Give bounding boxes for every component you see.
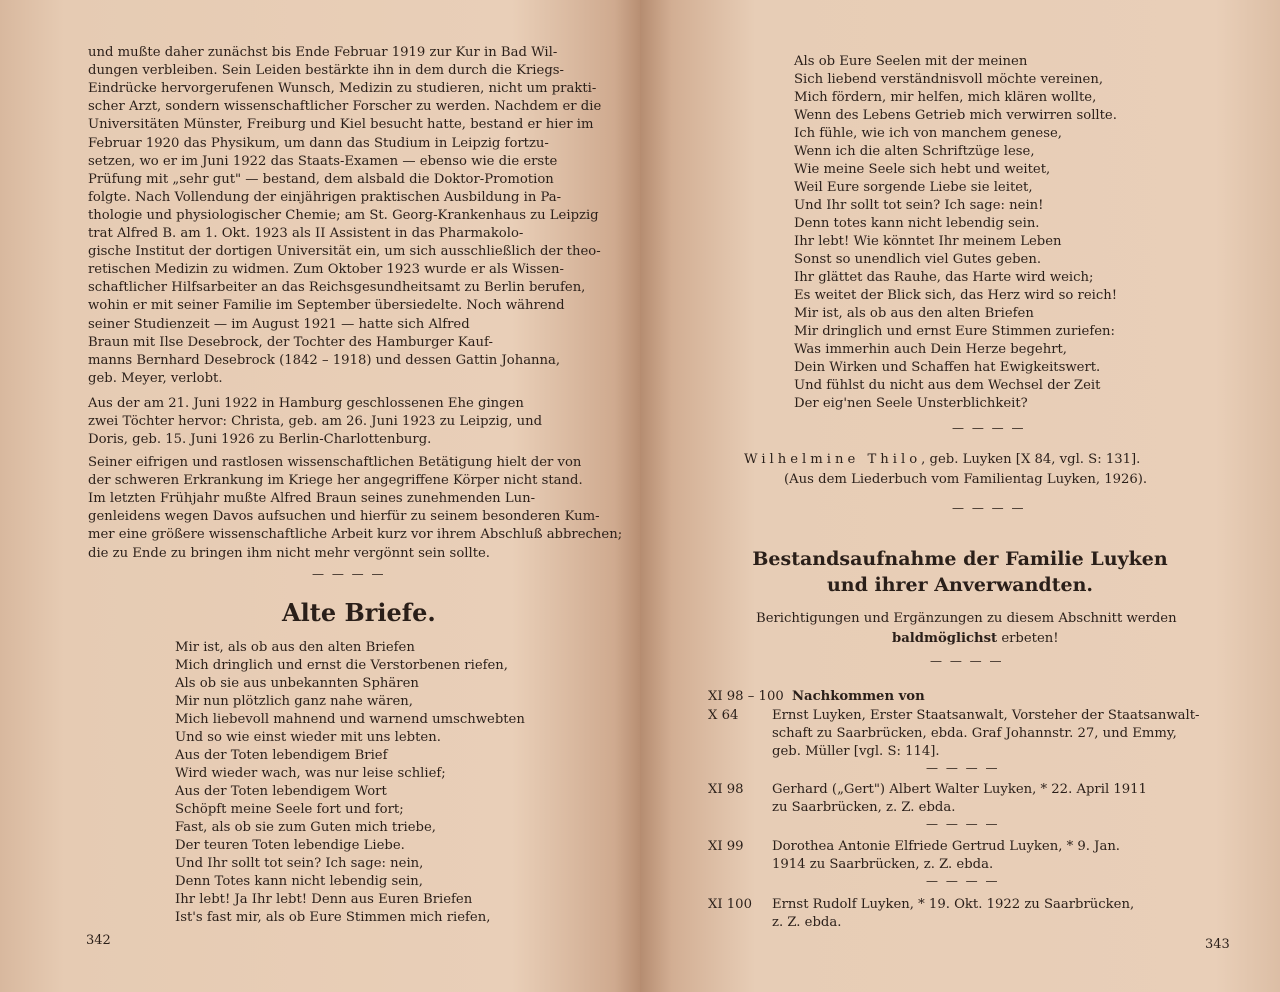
separator: — — — — (926, 817, 1000, 831)
verse-line: Sonst so unendlich viel Gutes geben. (794, 252, 1042, 267)
verse-line: Der teuren Toten lebendige Liebe. (175, 838, 405, 853)
note-rest: erbeten! (997, 631, 1059, 646)
verse-line: Und Ihr sollt tot sein? Ich sage: nein, (175, 856, 424, 871)
entry-text: zu Saarbrücken, z. Z. ebda. (772, 800, 956, 815)
verse-line: Mir nun plötzlich ganz nahe wären, (175, 694, 413, 709)
verse-line: Denn Totes kann nicht lebendig sein, (175, 874, 423, 889)
text-line: und mußte daher zunächst bis Ende Februar 1919 zur Kur in Bad Wil- (88, 45, 558, 60)
separator: — — — — (312, 567, 386, 581)
verse-line: Was immerhin auch Dein Herze begehrt, (794, 342, 1068, 357)
verse-line: Mir ist, als ob aus den alten Briefen (175, 640, 415, 655)
entry-text: schaft zu Saarbrücken, ebda. Graf Johannstr. 27, und Emmy, (772, 726, 1177, 741)
verse-line: Und Ihr sollt tot sein? Ich sage: nein! (794, 198, 1044, 213)
verse-line: Aus der Toten lebendigem Wort (175, 784, 387, 799)
separator: — — — — (926, 761, 1000, 775)
section-title: Bestandsaufnahme der Familie Luyken (752, 548, 1168, 570)
entry-text: Ernst Luyken, Erster Staatsanwalt, Vorsteher der Staatsanwalt- (772, 708, 1200, 723)
note-emphasis: baldmöglichst (892, 631, 998, 646)
separator: — — — — (926, 874, 1000, 888)
text-line: trat Alfred B. am 1. Okt. 1923 als II Assistent in das Pharmakolo- (88, 226, 524, 241)
text-line: retischen Medizin zu widmen. Zum Oktober 1923 wurde er als Wissen- (88, 262, 564, 278)
text-line: zwei Töchter hervor: Christa, geb. am 26. Juni 1923 zu Leipzig, und (88, 414, 543, 430)
entry-text: 1914 zu Saarbrücken, z. Z. ebda. (772, 857, 994, 872)
text-line: Braun mit Ilse Desebrock, der Tochter des Hamburger Kauf- (88, 334, 493, 350)
verse-line: Ihr lebt! Wie könntet Ihr meinem Leben (794, 234, 1062, 249)
text-line: seiner Studienzeit — im August 1921 — hatte sich Alfred (88, 316, 470, 332)
verse-line: Dein Wirken und Schaffen hat Ewigkeitswert. (794, 360, 1101, 375)
verse-line: Und so wie einst wieder mit uns lebten. (175, 730, 441, 745)
verse-line: Wenn des Lebens Getrieb mich verwirren sollte. (794, 108, 1117, 123)
entry-text: Nachkommen von (792, 689, 925, 704)
text-line: wohin er mit seiner Familie im September übersiedelte. Noch während (88, 298, 565, 314)
verse-line: Mich fördern, mir helfen, mich klären wollte, (794, 90, 1097, 105)
text-line: manns Bernhard Desebrock (1842 – 1918) und dessen Gattin Johanna, (88, 352, 561, 368)
right-page (640, 0, 1280, 992)
verse-line: Fast, als ob sie zum Guten mich triebe, (175, 820, 436, 835)
verse-line: Als ob Eure Seelen mit der meinen (794, 54, 1028, 69)
separator: — — — — (930, 654, 1004, 668)
section-title-2: und ihrer Anverwandten. (826, 574, 1094, 596)
text-line: scher Arzt, sondern wissenschaftlicher Forscher zu werden. Nachdem er die (88, 99, 602, 115)
verse-line: Wie meine Seele sich hebt und weitet, (794, 162, 1051, 177)
text-line: folgte. Nach Vollendung der einjährigen praktischen Ausbildung in Pa- (88, 189, 562, 205)
page-number: 343 (1205, 937, 1230, 952)
entry-code: X 64 (708, 708, 739, 723)
verse-line: Ich fühle, wie ich von manchem genese, (794, 126, 1062, 141)
text-line: die zu Ende zu bringen ihm nicht mehr vergönnt sein sollte. (88, 545, 490, 561)
entry-code: XI 99 (708, 839, 744, 854)
text-line: Februar 1920 das Physikum, um dann das Studium in Leipzig fortzu- (88, 135, 549, 151)
text-line: Eindrücke hervorgerufenen Wunsch, Medizin zu studieren, nicht um prakti- (88, 81, 597, 97)
page-number: 342 (86, 933, 111, 948)
text-line: Seiner eifrigen und rastlosen wissenschaftlichen Betätigung hielt der von (88, 455, 582, 470)
entry-text: Ernst Rudolf Luyken, * 19. Okt. 1922 zu Saarbrücken, (772, 897, 1135, 912)
verse-line: Denn totes kann nicht lebendig sein. (794, 216, 1040, 231)
separator: — — — — (952, 421, 1026, 435)
text-line: der schweren Erkrankung im Kriege her angegriffene Körper nicht stand. (88, 473, 583, 489)
section-note-2 (892, 630, 1059, 648)
attribution-source: (Aus dem Liederbuch vom Familientag Luyken, 1926). (784, 472, 1148, 487)
text-line: Im letzten Frühjahr mußte Alfred Braun seines zunehmenden Lun- (88, 491, 536, 507)
text-line: Prüfung mit „sehr gut" — bestand, dem alsbald die Doktor-Promotion (88, 171, 554, 187)
verse-line: Als ob sie aus unbekannten Sphären (175, 676, 419, 691)
text-line: Universitäten Münster, Freiburg und Kiel besucht hatte, bestand er hier im (88, 117, 594, 133)
verse-line: Es weitet der Blick sich, das Herz wird so reich! (794, 288, 1118, 303)
verse-line: Mich dringlich und ernst die Verstorbenen riefen, (175, 658, 508, 673)
entry-code: XI 100 (708, 897, 752, 912)
text-line: thologie und physiologischer Chemie; am St. Georg-Krankenhaus zu Leipzig (88, 207, 599, 223)
author-name: Wilhelmine Thilo (744, 452, 922, 467)
attribution-line (744, 451, 1140, 469)
verse-line: Weil Eure sorgende Liebe sie leitet, (794, 180, 1033, 195)
entry-text: Dorothea Antonie Elfriede Gertrud Luyken, * 9. Jan. (772, 839, 1121, 854)
entry-text: z. Z. ebda. (772, 915, 842, 930)
verse-line: Aus der Toten lebendigem Brief (175, 748, 388, 763)
text-line: schaftlicher Hilfsarbeiter an das Reichsgesundheitsamt zu Berlin berufen, (88, 280, 586, 296)
separator: — — — — (952, 501, 1026, 515)
entry-code: XI 98 (708, 782, 744, 797)
verse-line: Wenn ich die alten Schriftzüge lese, (794, 144, 1035, 159)
entry-text: geb. Müller [vgl. S: 114]. (772, 744, 940, 759)
poem-title: Alte Briefe. (282, 598, 436, 627)
author-details: , geb. Luyken [X 84, vgl. S: 131]. (921, 452, 1141, 467)
verse-line: Mich liebevoll mahnend und warnend umschwebten (175, 712, 525, 727)
verse-line: Und fühlst du nicht aus dem Wechsel der Zeit (794, 378, 1101, 393)
text-line: genleidens wegen Davos aufsuchen und hierfür zu seinem besonderen Kum- (88, 509, 600, 525)
text-line: setzen, wo er im Juni 1922 das Staats-Examen — ebenso wie die erste (88, 153, 558, 169)
verse-line: Wird wieder wach, was nur leise schlief; (175, 766, 446, 781)
verse-line: Sich liebend verständnisvoll möchte vereinen, (794, 72, 1104, 87)
verse-line: Ihr glättet das Rauhe, das Harte wird weich; (794, 270, 1094, 285)
text-line: dungen verbleiben. Sein Leiden bestärkte ihn in dem durch die Kriegs- (88, 63, 564, 79)
text-line: mer eine größere wissenschaftliche Arbeit kurz vor ihrem Abschluß abbrechen; (88, 527, 623, 543)
text-line: Doris, geb. 15. Juni 1926 zu Berlin-Charlottenburg. (88, 432, 432, 448)
section-note: Berichtigungen und Ergänzungen zu diesem Abschnitt werden (756, 611, 1177, 626)
verse-line: Mir ist, als ob aus den alten Briefen (794, 306, 1034, 321)
verse-line: Ist's fast mir, als ob Eure Stimmen mich riefen, (175, 910, 491, 925)
text-line: geb. Meyer, verlobt. (88, 370, 223, 386)
verse-line: Mir dringlich und ernst Eure Stimmen zuriefen: (794, 324, 1115, 339)
verse-line: Der eig'nen Seele Unsterblichkeit? (794, 396, 1028, 411)
entry-text: Gerhard („Gert") Albert Walter Luyken, * 22. April 1911 (772, 782, 1147, 797)
verse-line: Schöpft meine Seele fort und fort; (175, 802, 404, 817)
entry-code: XI 98 – 100 (708, 689, 784, 704)
text-line: gische Institut der dortigen Universität ein, um sich ausschließlich der theo- (88, 244, 601, 260)
verse-line: Ihr lebt! Ja Ihr lebt! Denn aus Euren Briefen (175, 892, 473, 907)
text-line: Aus der am 21. Juni 1922 in Hamburg geschlossenen Ehe gingen (88, 396, 524, 411)
